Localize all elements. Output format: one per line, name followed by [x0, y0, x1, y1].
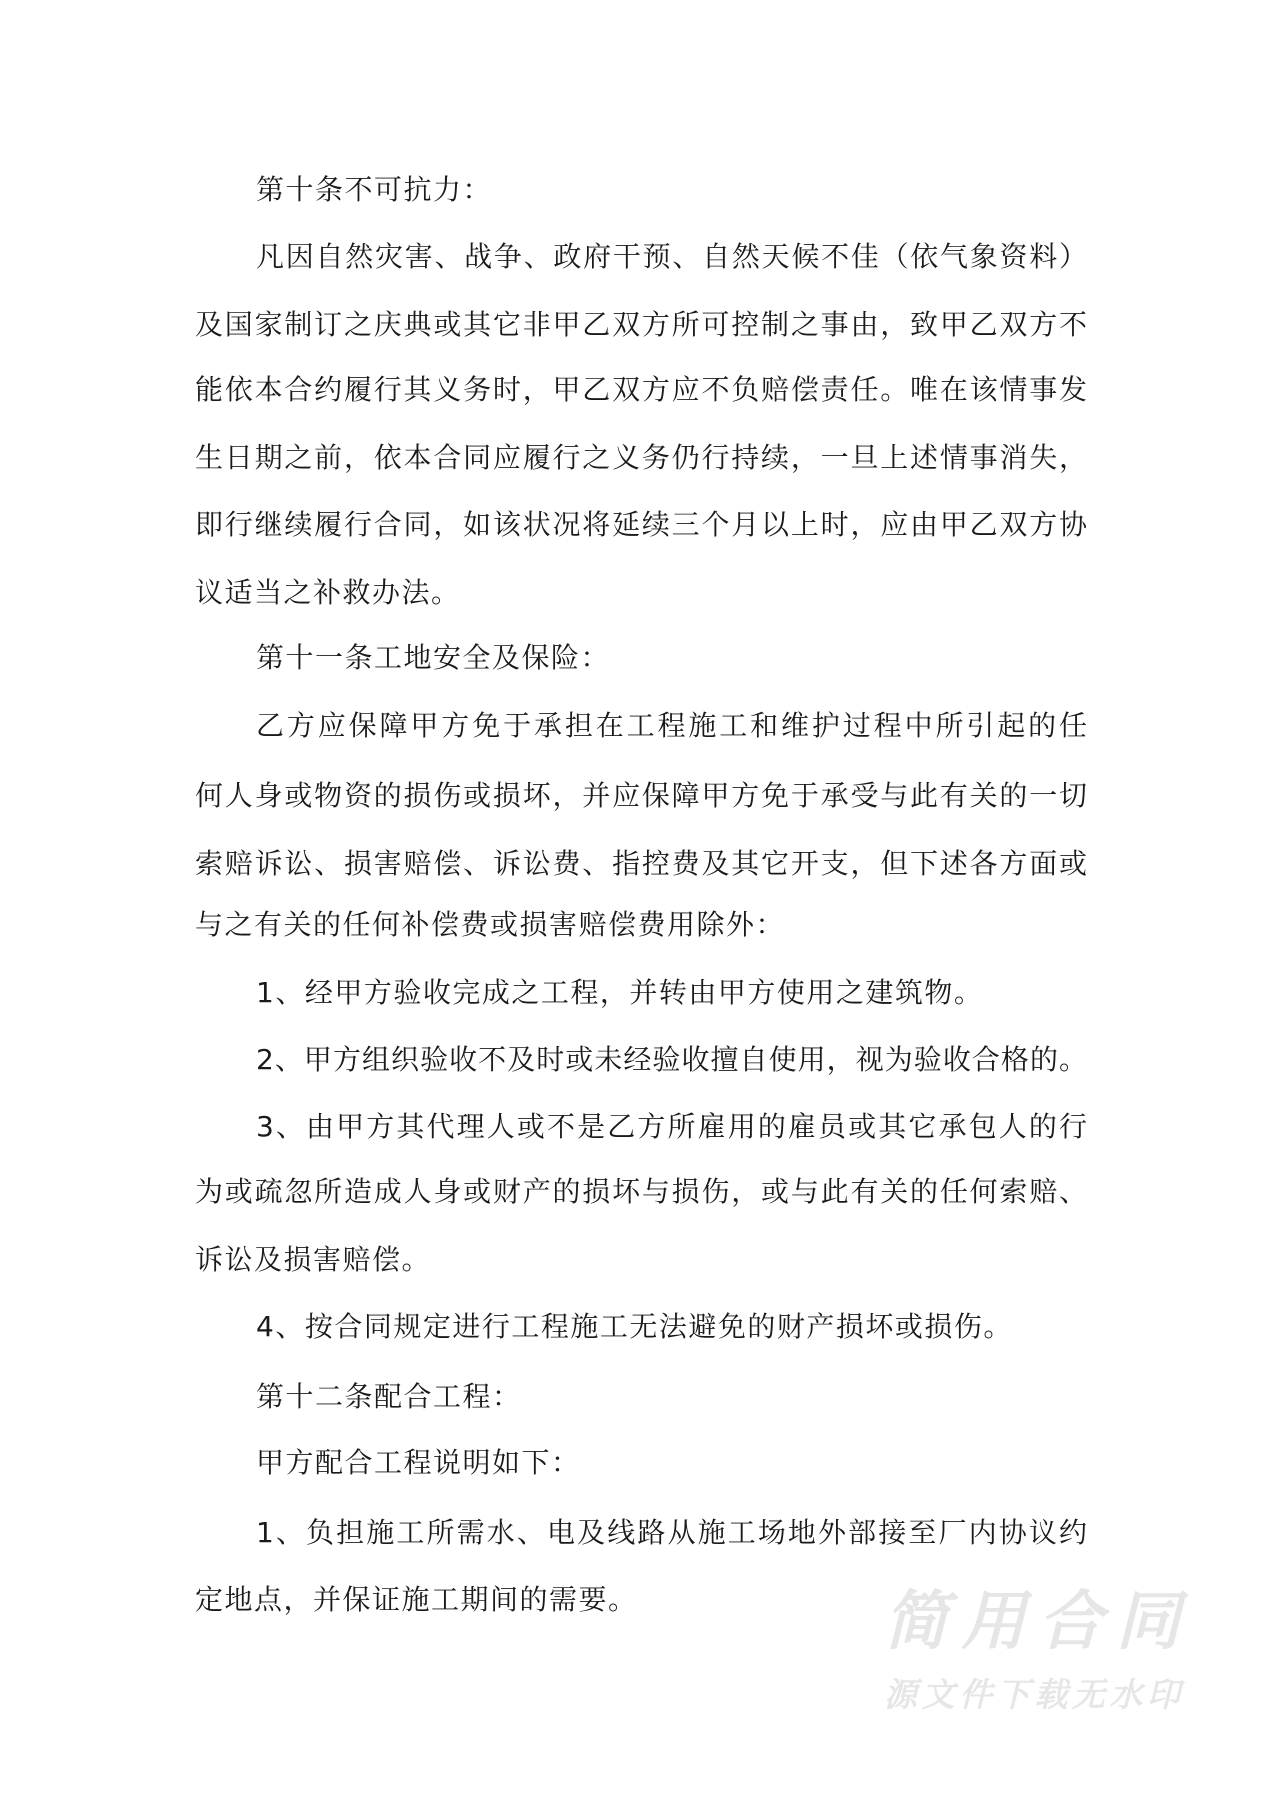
text-line: 定地点，并保证施工期间的需要。: [195, 1583, 638, 1616]
text-line: 甲方配合工程说明如下：: [256, 1446, 581, 1479]
list-item: 2、甲方组织验收不及时或未经验收擅自使用，视为验收合格的。: [256, 1043, 1087, 1076]
text-line: 及国家制订之庆典或其它非甲乙双方所可控制之事由，致甲乙双方不: [195, 308, 1087, 341]
text-line: 何人身或物资的损伤或损坏，并应保障甲方免于承受与此有关的一切: [195, 779, 1087, 812]
list-item: 3、由甲方其代理人或不是乙方所雇用的雇员或其它承包人的行: [256, 1110, 1087, 1143]
section-heading: 第十二条配合工程：: [256, 1380, 522, 1413]
text-line: 生日期之前，依本合同应履行之义务仍行持续，一旦上述情事消失，: [195, 441, 1087, 474]
text-line: 与之有关的任何补偿费或损害赔偿费用除外：: [195, 908, 786, 941]
text-line: 凡因自然灾害、战争、政府干预、自然天候不佳（依气象资料）: [256, 240, 1087, 273]
text-line: 诉讼及损害赔偿。: [195, 1243, 432, 1276]
list-item: 1、经甲方验收完成之工程，并转由甲方使用之建筑物。: [256, 976, 984, 1009]
text-line: 第十条不可抗力：: [256, 173, 493, 206]
list-item: 4、按合同规定进行工程施工无法避免的财产损坏或损伤。: [256, 1310, 1013, 1343]
text-line: 能依本合约履行其义务时，甲乙双方应不负赔偿责任。唯在该情事发: [195, 373, 1087, 406]
text-line: 乙方应保障甲方免于承担在工程施工和维护过程中所引起的任: [256, 709, 1087, 742]
text-line: 即行继续履行合同，如该状况将延续三个月以上时，应由甲乙双方协: [195, 508, 1087, 541]
text-line: 为或疏忽所造成人身或财产的损坏与损伤，或与此有关的任何索赔、: [195, 1175, 1087, 1208]
watermark-logo: 简用合同: [884, 1585, 1180, 1659]
section-heading: 第十一条工地安全及保险：: [256, 641, 611, 674]
text-line: 议适当之补救办法。: [195, 576, 461, 609]
watermark-tagline: 源文件下载无水印: [884, 1675, 1180, 1714]
list-item: 1、负担施工所需水、电及线路从施工场地外部接至厂内协议约: [256, 1516, 1087, 1549]
text-line: 索赔诉讼、损害赔偿、诉讼费、指控费及其它开支，但下述各方面或: [195, 847, 1087, 880]
